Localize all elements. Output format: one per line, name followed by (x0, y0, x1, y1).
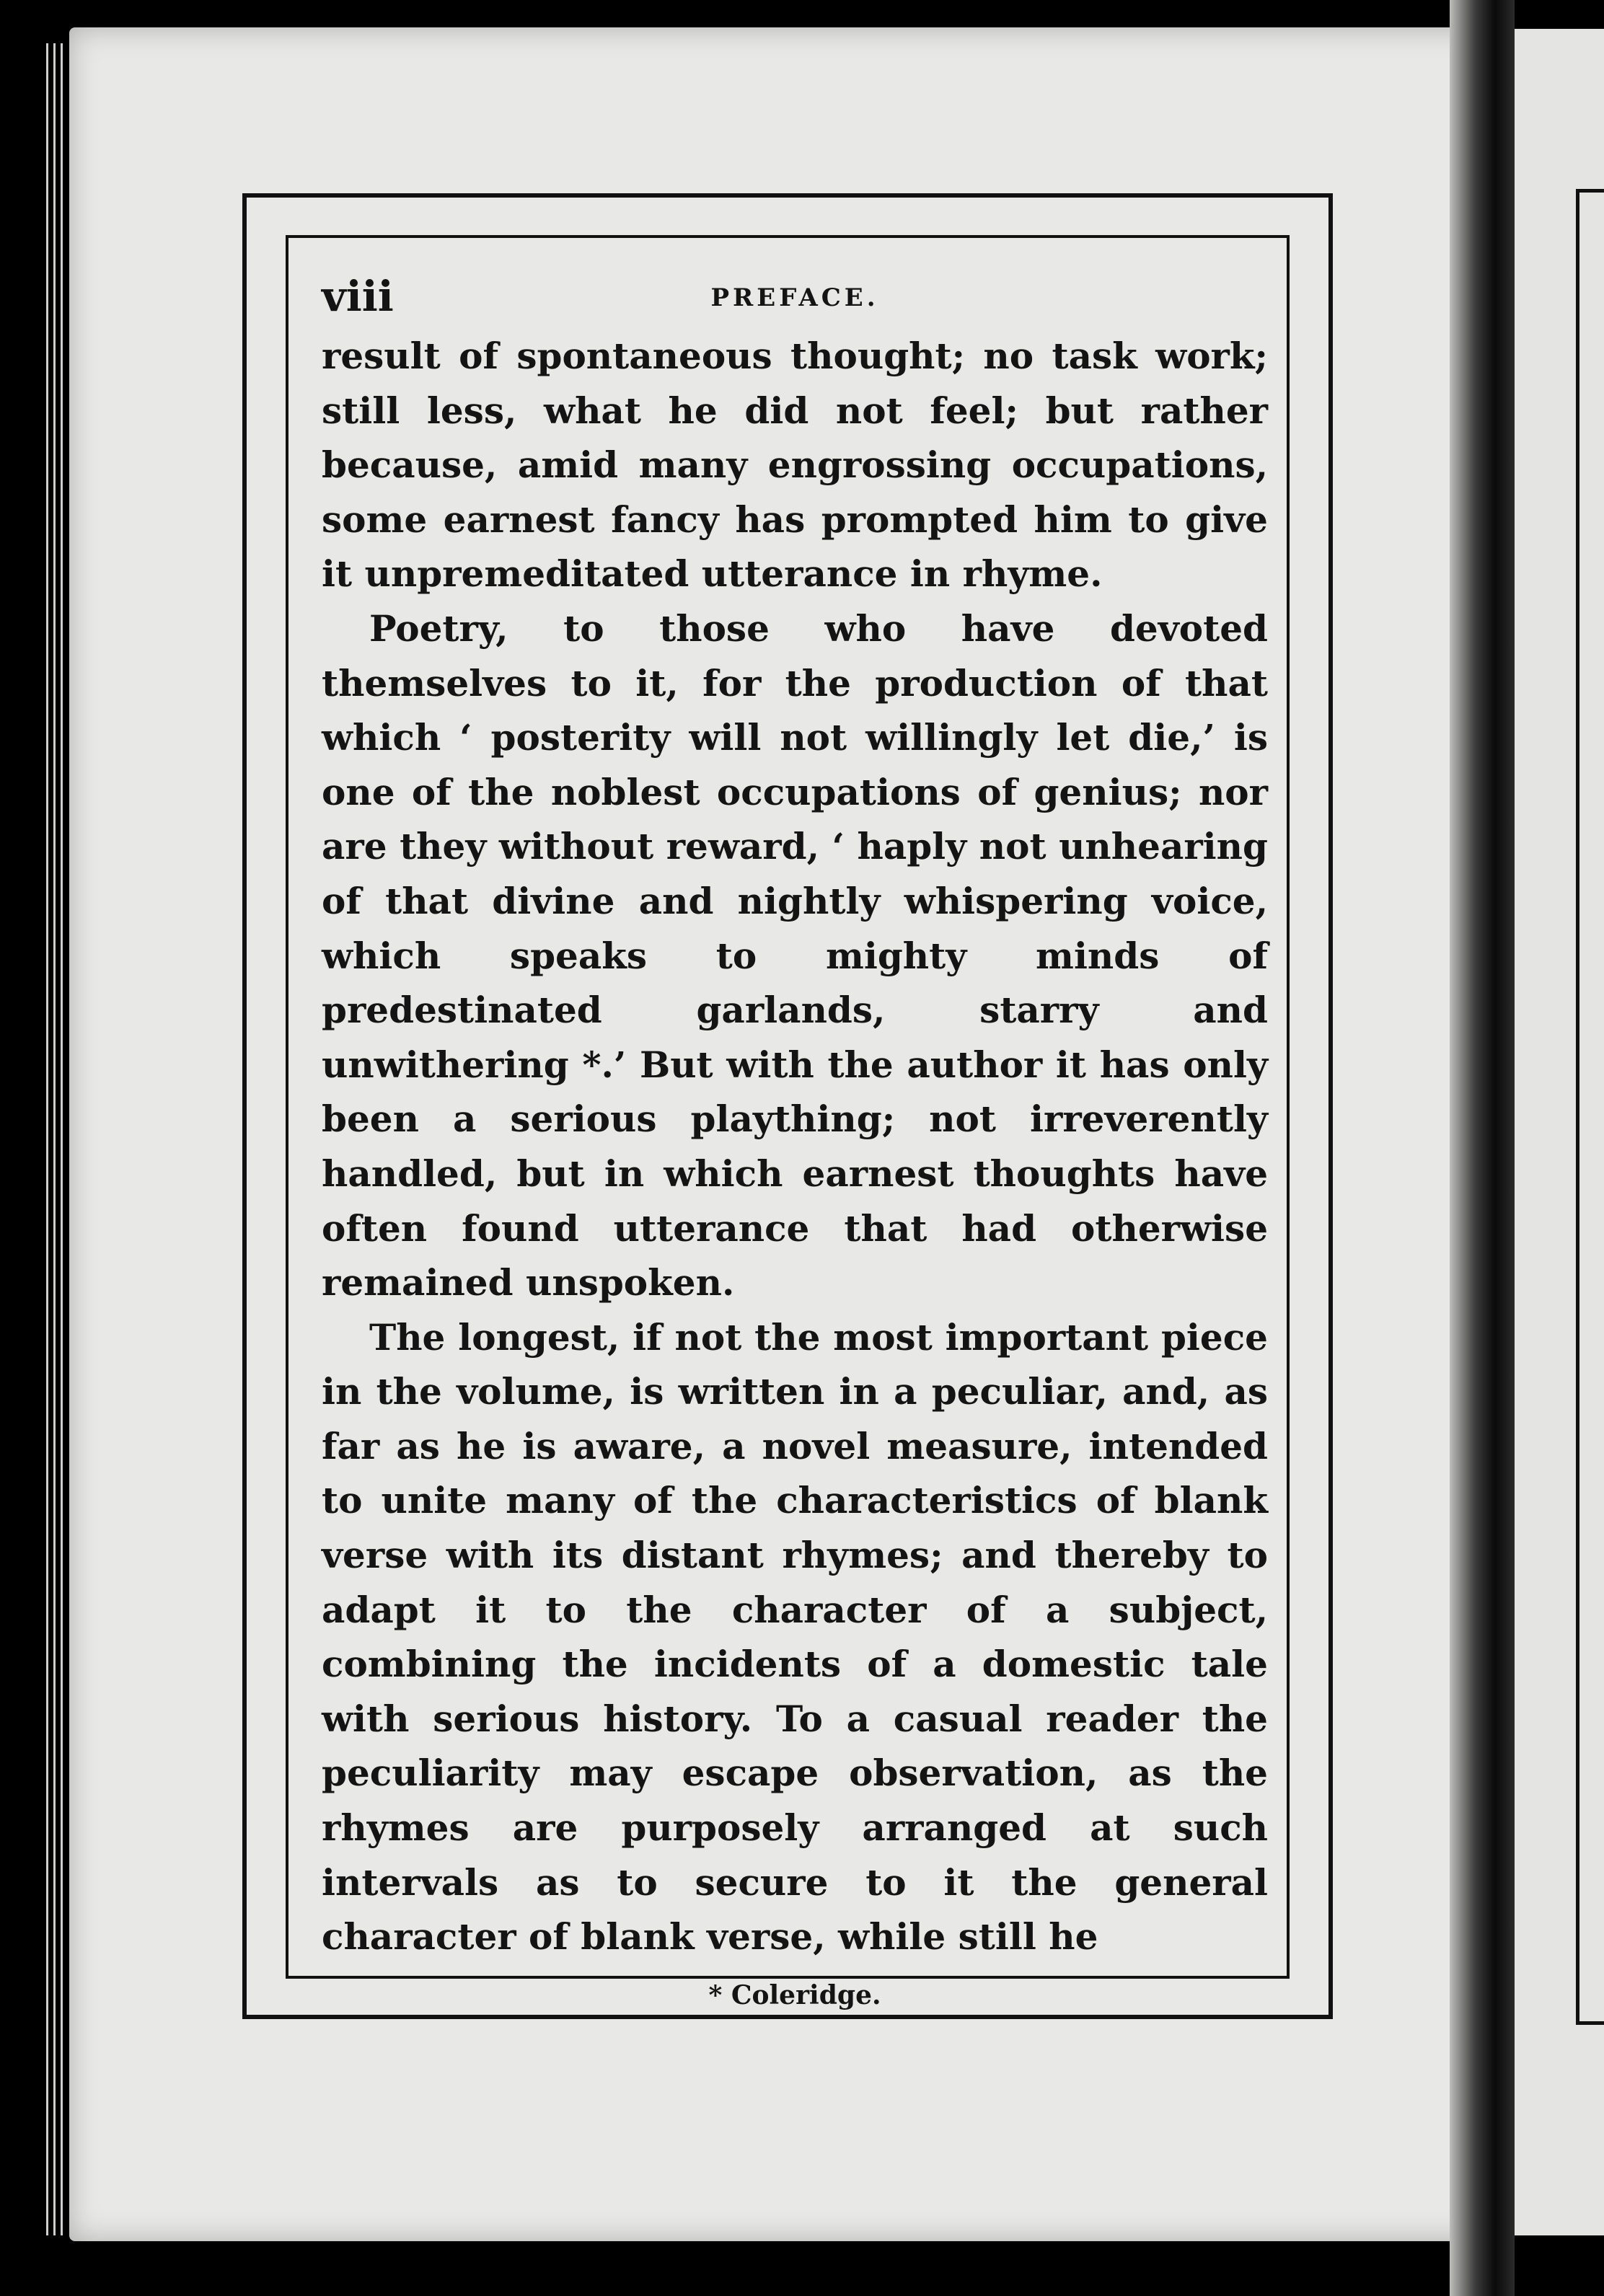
footnote: * Coleridge. (708, 1979, 881, 2010)
body-text (322, 329, 1268, 1964)
running-head (322, 273, 1268, 329)
page-edge (53, 43, 56, 2235)
book-gutter (1450, 0, 1515, 2296)
paragraph: Poetry, to those who have devoted themselves to it, for the production of that which ‘ posterity will not willingly let die,’ is one of the noblest occupations of genius; nor are they without reward, ‘ haply not unhearing of that divine and nightly whispering voice, which speaks to mighty minds of predestinated garlands, starry and unwithering *.’ But with the author it has only been a serious plaything; not irreverently handled, but in which earnest thoughts have often found utterance that had otherwise remained unspoken. (322, 606, 1268, 1304)
text-column (322, 273, 1268, 2013)
paragraph: result of spontaneous thought; no task work; still less, what he did not feel; but rather because, amid many engrossing occupations, some earnest fancy has prompted him to give it unpremeditated utterance in rhyme. (322, 335, 1268, 596)
page-number: viii (322, 272, 394, 321)
paragraph: The longest, if not the most important piece in the volume, is written in a peculiar, and, as far as he is aware, a novel measure, intended to unite many of the characteristics of blank verse with its distant rhymes; and thereby to adapt it to the character of a subject, combining the incidents of a domestic tale with serious history. To a casual reader the peculiarity may escape observation, as the rhymes are purposely arranged at such intervals as to secure to it the general character of blank verse, while still he (322, 1315, 1268, 1959)
page-edge (46, 43, 48, 2235)
page-edge (61, 43, 63, 2235)
running-title: PREFACE. (710, 283, 879, 312)
right-page-border (1576, 189, 1604, 2025)
